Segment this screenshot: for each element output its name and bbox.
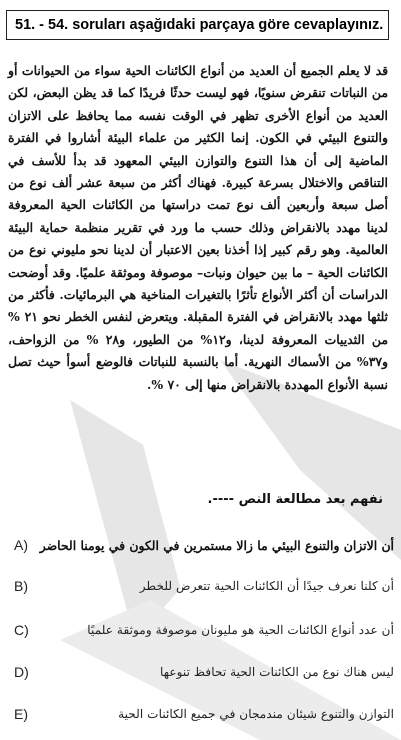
answer-option-d[interactable] xyxy=(14,664,394,680)
answer-option-e[interactable] xyxy=(14,706,394,722)
answer-option-text: التوازن والتنوع شيئان مندمجان في جميع الكائنات الحية xyxy=(118,707,394,721)
answer-option-letter: E) xyxy=(14,706,28,722)
question-stem: نفهم بعد مطالعة النص ----. xyxy=(207,492,383,507)
reading-passage xyxy=(8,60,388,396)
section-header-title: 51. - 54. soruları aşağıdaki parçaya göre cevaplayınız. xyxy=(15,17,384,33)
answer-option-c[interactable] xyxy=(14,622,394,638)
answer-option-a[interactable] xyxy=(14,537,394,553)
section-header xyxy=(6,10,389,40)
answer-option-b[interactable] xyxy=(14,578,394,594)
answer-option-letter: B) xyxy=(14,578,28,594)
passage-paragraph: قد لا يعلم الجميع أن العديد من أنواع الكائنات الحية سواء من الحيوانات أو من النباتات تنقرض سنويًا، فهو ليست حدثًا فريدًا كما قد يظن البعض، لكن العديد من أنواع الأخرى تظهر في الوقت نفسه مما يحافظ على الاتزان والتنوع البيئي في الكون. إنما الكثير من علماء البيئة أشاروا في الفترة الماضية إلى أن هذا التنوع والتوازن البيئي المعهود قد بدأ للأسف في التناقص والاختلال بسرعة كبيرة. فهناك أكثر من سبعة عشر ألف نوع من أصل سبعة وأربعين ألف نوع تمت دراستها من الكائنات الحية المعروفة لدينا مهدد بالانقراض وذلك حسب ما ورد في تقرير منظمة حماية البيئة العالمية. وهو رقم كبير إذا أخذنا بعين الاعتبار أن لدينا نحو مليوني نوع من الكائنات الحية – ما بين حيوان ونبات– موصوفة وموثقة علميًا. وقد أوضحت الدراسات أن أكثر الأنواع تأثرًا بالتغيرات المناخية هي البرمائيات. فأكثر من ثلثها مهدد بالانقراض في الفترة المقبلة. ويتعرض لنفس الخطر نحو ٢١ % من الثدييات المعروفة لدينا، و١٢% من الطيور، و٢٨ % من الزواحف، و٣٧% من الأسماك النهرية. أما بالنسبة للنباتات فالوضع أسوأ حيث تصل نسبة الأنواع المهددة بالانقراض منها إلى ٧٠ %. xyxy=(8,63,389,392)
answer-option-text: أن الاتزان والتنوع البيئي ما زالا مستمرين في الكون في يومنا الحاضر xyxy=(39,537,394,553)
answer-option-letter: C) xyxy=(14,622,29,638)
answer-option-text: أن كلنا نعرف جيدًا أن الكائنات الحية تتعرض للخطر xyxy=(139,579,394,593)
answer-option-letter: D) xyxy=(14,664,29,680)
answer-option-letter: A) xyxy=(14,537,28,553)
answer-option-text: ليس هناك نوع من الكائنات الحية تحافظ تنوعها xyxy=(160,665,394,679)
answer-option-text: أن عدد أنواع الكائنات الحية هو مليونان موصوفة وموثقة علميًا xyxy=(87,623,394,637)
